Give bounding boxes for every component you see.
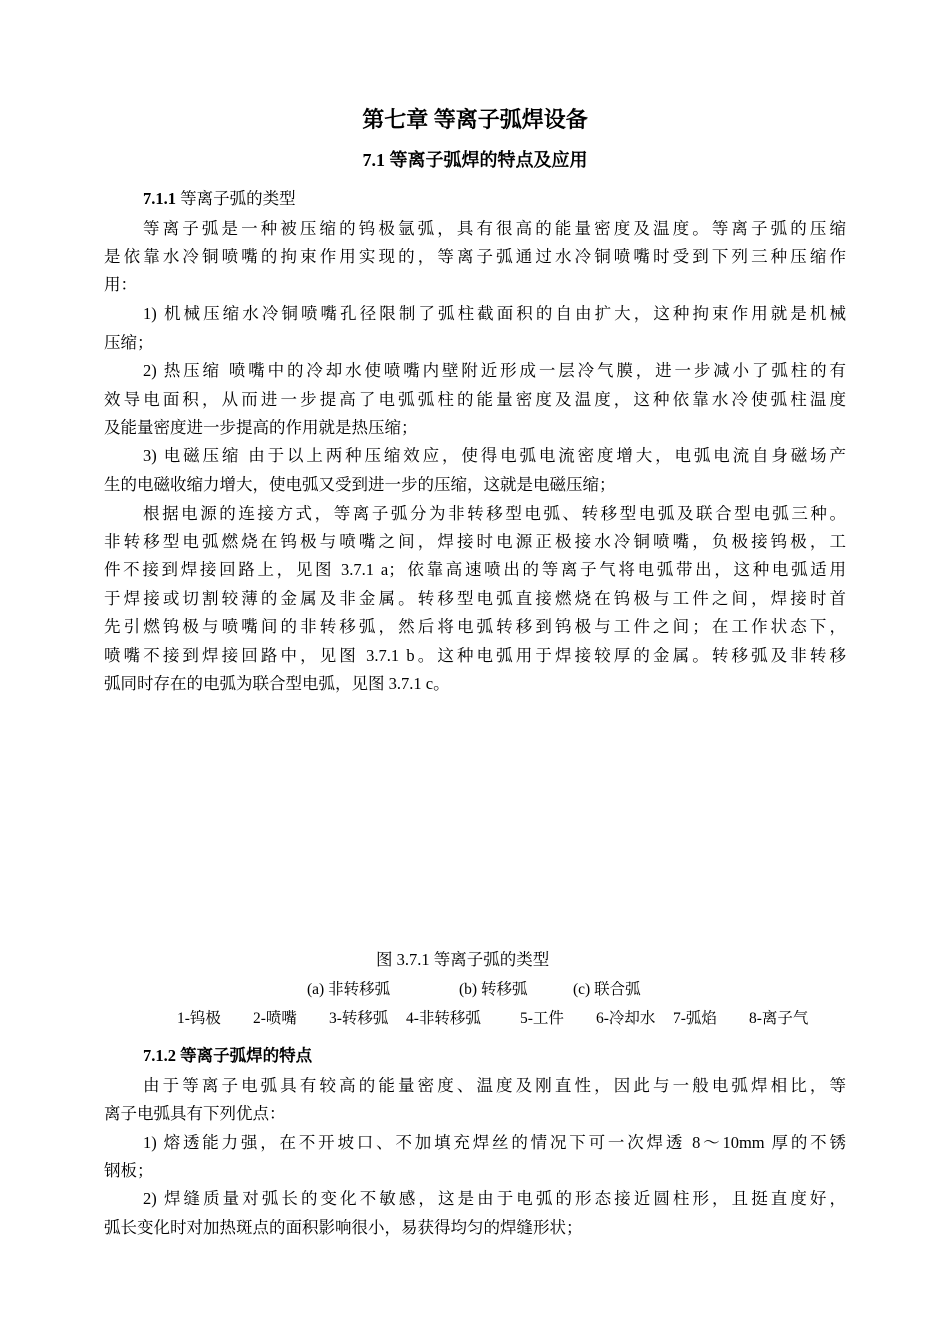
figure-area (104, 712, 846, 940)
figure-legend-item: 4-非转移弧 (406, 1010, 481, 1027)
paragraph-line: 件不接到焊接回路上，见图 3.7.1 a；依靠高速喷出的等离子气将电弧带出，这种电弧适用 (104, 560, 846, 579)
subsection-heading-7-1-2: 7.1.2 等离子弧焊的特点 (143, 1046, 313, 1065)
paragraph-line: 及能量密度进一步提高的作用就是热压缩； (104, 418, 418, 437)
paragraph-line: 1) 机械压缩水冷铜喷嘴孔径限制了弧柱截面积的自由扩大，这种拘束作用就是机械 (143, 304, 846, 323)
subsection-heading-7-1-1 (143, 186, 885, 212)
figure-subcaption-a: (a) 非转移弧 (307, 981, 391, 998)
subsection-title: 等离子弧的类型 (176, 189, 296, 208)
paragraph-line: 是依靠水冷铜喷嘴的拘束作用实现的，等离子弧通过水冷铜喷嘴时受到下列三种压缩作 (104, 247, 846, 266)
paragraph-line: 由于等离子电弧具有较高的能量密度、温度及刚直性，因此与一般电弧焊相比，等 (143, 1076, 846, 1095)
figure-caption: 图 3.7.1 等离子弧的类型 (376, 950, 550, 969)
paragraph-line: 3) 电磁压缩 由于以上两种压缩效应，使得电弧电流密度增大，电弧电流自身磁场产 (143, 446, 846, 465)
paragraph-line: 根据电源的连接方式，等离子弧分为非转移型电弧、转移型电弧及联合型电弧三种。 (143, 504, 846, 523)
paragraph-line: 效导电面积，从而进一步提高了电弧弧柱的能量密度及温度，这种依靠水冷使弧柱温度 (104, 390, 846, 409)
figure-subcaption-c: (c) 联合弧 (573, 981, 641, 998)
paragraph-line: 于焊接或切割较薄的金属及非金属。转移型电弧直接燃烧在钨极与工件之间，焊接时首 (104, 589, 846, 608)
figure-legend-item: 6-冷却水 (596, 1010, 656, 1027)
paragraph-line: 弧同时存在的电弧为联合型电弧，见图 3.7.1 c。 (104, 674, 450, 693)
chapter-title: 第七章 等离子弧焊设备 (362, 107, 588, 132)
figure-legend-item: 5-工件 (520, 1010, 564, 1027)
paragraph-line: 离子电弧具有下列优点： (104, 1104, 286, 1123)
paragraph-line: 非转移型电弧燃烧在钨极与喷嘴之间，焊接时电源正极接水冷铜喷嘴，负极接钨极，工 (104, 532, 846, 551)
figure-legend-item: 8-离子气 (749, 1010, 809, 1027)
paragraph-line: 生的电磁收缩力增大，使电弧又受到进一步的压缩，这就是电磁压缩； (104, 475, 616, 494)
figure-legend-item: 1-钨极 (177, 1010, 221, 1027)
paragraph-line: 等离子弧是一种被压缩的钨极氩弧，具有很高的能量密度及温度。等离子弧的压缩 (143, 219, 846, 238)
figure-legend-item: 3-转移弧 (329, 1010, 389, 1027)
paragraph-line: 2) 热压缩 喷嘴中的冷却水使喷嘴内壁附近形成一层冷气膜，进一步减小了弧柱的有 (143, 361, 846, 380)
figure-subcaption-b: (b) 转移弧 (459, 981, 528, 998)
paragraph-line: 1) 熔透能力强，在不开坡口、不加填充焊丝的情况下可一次焊透 8～10mm 厚的不锈 (143, 1133, 846, 1152)
paragraph-line: 用： (104, 275, 137, 294)
figure-legend-item: 2-喷嘴 (253, 1010, 297, 1027)
paragraph-line: 先引燃钨极与喷嘴间的非转移弧，然后将电弧转移到钨极与工件之间；在工作状态下， (104, 617, 846, 636)
section-title: 7.1 等离子弧焊的特点及应用 (362, 150, 588, 170)
subsection-number: 7.1.1 (143, 189, 176, 208)
figure-legend-item: 7-弧焰 (673, 1010, 717, 1027)
paragraph-line: 弧长变化时对加热斑点的面积影响很小，易获得均匀的焊缝形状； (104, 1218, 583, 1237)
paragraph-line: 2) 焊缝质量对弧长的变化不敏感，这是由于电弧的形态接近圆柱形，且挺直度好， (143, 1189, 846, 1208)
paragraph-line: 压缩； (104, 333, 154, 352)
paragraph-line: 喷嘴不接到焊接回路中，见图 3.7.1 b。这种电弧用于焊接较厚的金属。转移弧及非转移 (104, 646, 846, 665)
paragraph-line: 钢板； (104, 1161, 154, 1180)
